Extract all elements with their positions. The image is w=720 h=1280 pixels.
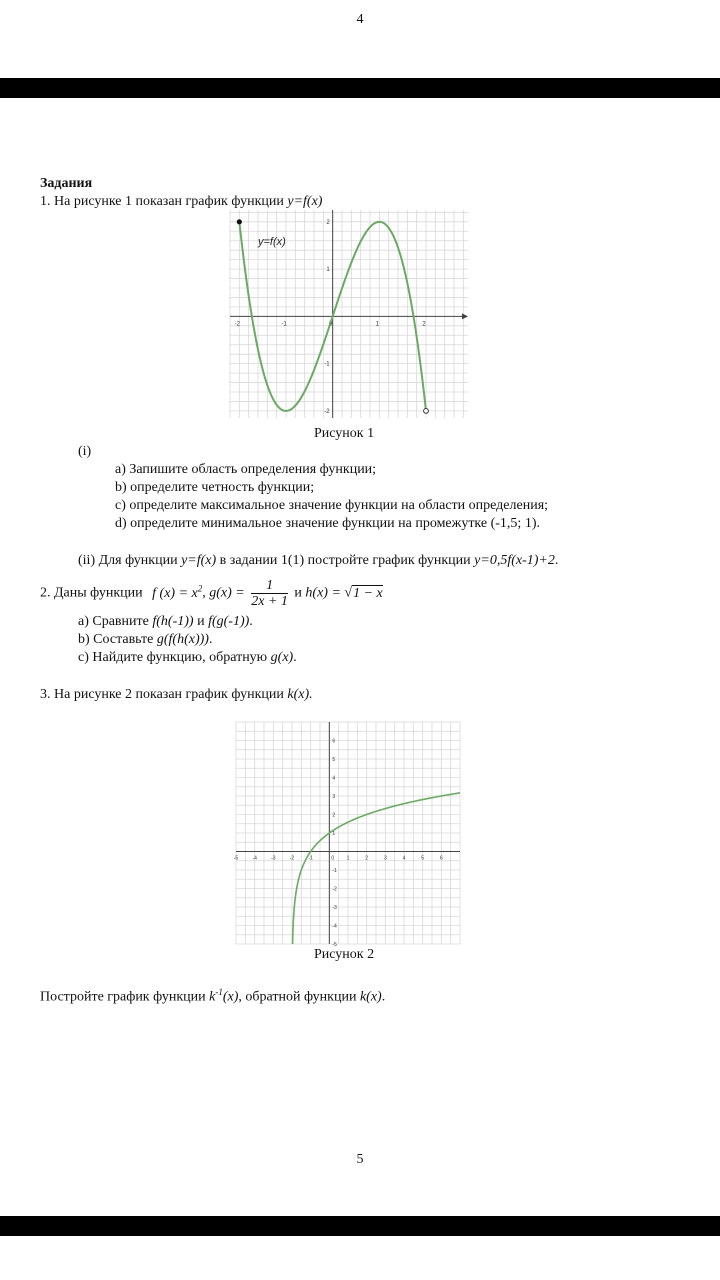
figure2-y-tick-label: 4 [332,775,336,782]
task1-intro-text: 1. На рисунке 1 показан график функции [40,194,288,209]
page-separator-bar-top [0,78,720,98]
task3-final-arg: (x) [222,989,239,1005]
task2-intro-text: 2. Даны функции [40,585,143,601]
figure2-y-tick-label: 3 [332,794,336,800]
task2-item-a-mid: и [193,614,209,629]
figure2-y-tick-label: 5 [332,757,336,763]
bottom-page-number: 5 [356,1152,364,1167]
figure1-x-axis-arrow [462,313,468,319]
task2-f-def-text: f (x) = x [152,585,198,601]
task1-part-ii-prefix: (ii) Для функции [78,553,182,568]
figure1-x-tick-label: -1 [281,321,287,328]
figure2-x-tick-label: 2 [365,855,369,862]
task2-g-fraction [251,578,288,609]
figure1-x-tick-label: -2 [234,321,241,328]
figure2-y-tick-label: 6 [332,738,336,745]
task2-conjunction: и [294,585,302,601]
task2-h-radicand: 1 − x [353,585,383,601]
task2-item-b-end: . [208,632,213,647]
figure1-y-tick-label: 1 [326,267,330,274]
figure2-x-tick-label: 6 [439,855,443,862]
figure2-x-tick-label: -5 [233,855,239,862]
task1-part-ii-target: y=0,5f(x-1)+2 [474,553,555,568]
figure2-y-tick-label: -2 [332,886,337,893]
figure2-y-tick-label: 2 [332,812,336,819]
task2-item-c [78,649,297,666]
figure2-y-tick-label: -5 [332,942,337,946]
task2-item-c-prefix: c) Найдите функцию, обратную [78,650,271,665]
figure1-y-tick-label: -2 [324,408,330,415]
page-separator-bar-bottom [0,1216,720,1236]
figure1-y-tick-label: -1 [324,361,330,368]
figure2-x-tick-label: -4 [252,855,257,862]
task1-item-a: a) Запишите область определения функции; [115,462,377,477]
task2-g-def: g(x) = [209,585,245,601]
task3-final-sup: -1 [215,987,223,997]
figure2-x-tick-label: 5 [421,855,425,862]
task3-final-prefix: Постройте график функции [40,989,210,1005]
task1-part-ii-end: . [554,553,559,568]
figure1-open-endpoint [424,409,429,414]
figure2-chart [230,720,466,946]
figure1-x-tick-label: 1 [375,321,380,328]
task2-h-def: h(x) = [305,585,341,601]
task2-item-b [78,631,212,648]
task2-item-a-end: . [249,614,253,629]
task2-f-exponent: 2 [197,583,203,593]
task1-item-c: c) определите максимальное значение функции на области определения; [115,498,549,513]
task1-intro-func: y=f(x) [287,194,323,209]
task2-item-a-prefix: a) Сравните [78,614,153,629]
top-page-number: 4 [356,12,364,27]
task2-h-sqrt: √1 − x [344,585,383,601]
task2-intro: 2. Даны функции f $(x) = x^2$, g(x) = $\frac{1}{2x + 1}$ и h(x) = √1 − x [40,577,383,609]
task2-item-b-prefix: b) Составьте [78,632,157,647]
task3-final-end: . [381,989,386,1005]
task1-part-ii [78,552,558,569]
task3-final-instruction [40,984,385,1006]
figure1-caption: Рисунок 1 [314,426,375,441]
figure1-x-tick-label: 0 [328,321,333,328]
task2-item-b-expr: g(f(h(x))) [156,632,209,647]
task3-intro-text: 3. На рисунке 2 показан график функции [40,687,288,702]
figure1-x-tick-label: 2 [422,321,426,328]
figure2-y-tick-label: 1 [332,831,336,837]
task3-final-mid: , обратной функции [238,989,360,1005]
figure1-curve-label: y=f(x) [258,236,286,248]
figure2-x-tick-label: -1 [308,855,313,862]
figure2-caption: Рисунок 2 [314,947,375,962]
task1-part-ii-func: y=f(x) [181,553,217,568]
task2-item-a [78,613,253,630]
figure2-x-tick-label: 1 [346,855,350,862]
section-title: Задания [40,176,93,191]
figure2-x-tick-label: 4 [402,855,406,862]
figure2-y-tick-label: -3 [332,905,337,911]
figure2-x-tick-label: -2 [289,855,295,862]
task3-intro-func: k(x). [287,687,313,702]
task2-g-numerator: 1 [251,578,288,594]
figure2-x-tick-label: 3 [383,855,387,862]
task3-final-func: k [209,989,216,1005]
figure2-y-tick-label: -4 [332,923,337,930]
task1-item-b: b) определите четность функции; [115,480,315,495]
task2-f-def [152,583,203,601]
figure2-x-tick-label: -3 [271,855,276,862]
task1-part-ii-mid: в задании 1(1) постройте график функции [216,553,475,568]
task3-final-func2: k(x) [359,989,382,1005]
task2-item-a-expr2: f(g(-1)) [208,614,250,629]
task1-item-d: d) определите минимальное значение функции на промежутке (-1,5; 1). [115,516,540,531]
figure1-closed-endpoint [237,219,242,224]
task2-item-c-expr: g(x) [270,650,294,665]
figure2-origin-label: 0 [331,855,335,862]
task1-part-i-label: (i) [78,444,92,459]
task2-item-c-end: . [293,650,297,665]
task3-intro [40,686,313,703]
figure2-grid [233,722,460,944]
figure2-y-tick-label: -1 [332,868,337,874]
figure1-chart [222,208,472,424]
figure1-y-tick-label: 2 [326,219,330,226]
task2-g-denominator: 2x + 1 [251,593,288,609]
task2-item-a-expr1: f(h(-1)) [152,614,194,629]
